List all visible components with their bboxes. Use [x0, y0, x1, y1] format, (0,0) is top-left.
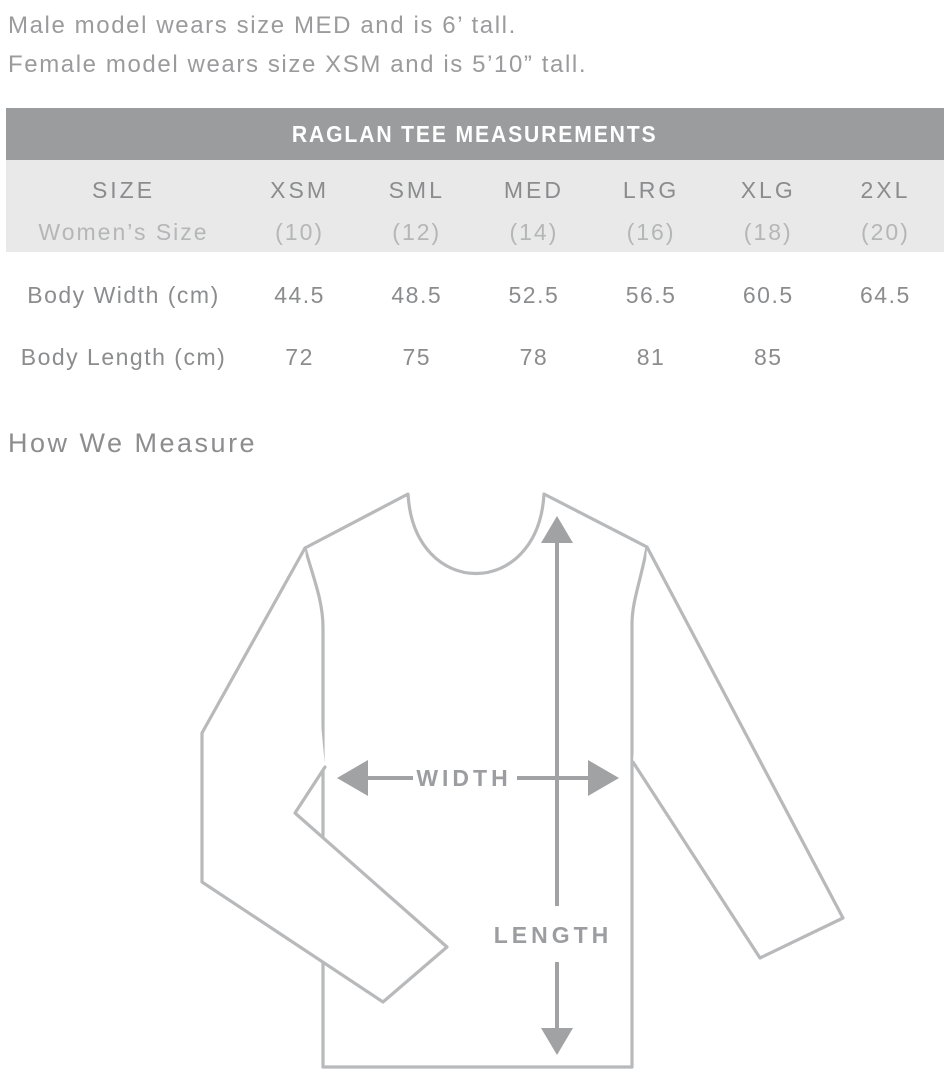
- body-width-lrg: 56.5: [625, 282, 677, 308]
- body-width-label: Body Width (cm): [27, 282, 220, 308]
- body-width-sml: 48.5: [391, 282, 443, 308]
- body-length-sml: 75: [402, 344, 432, 370]
- size-col-sml: SML: [388, 177, 445, 203]
- tee-right-sleeve: [633, 547, 843, 958]
- body-length-med: 78: [519, 344, 549, 370]
- size-col-lrg: LRG: [622, 177, 680, 203]
- body-length-label: Body Length (cm): [20, 344, 227, 370]
- womens-row-label: Women’s Size: [38, 219, 209, 245]
- womens-col-20: (20): [860, 219, 910, 245]
- size-row-label: SIZE: [91, 177, 156, 203]
- body-width-xsm: 44.5: [274, 282, 325, 308]
- womens-col-16: (16): [626, 219, 676, 245]
- female-model-note: Female model wears size XSM and is 5’10” tall.: [8, 51, 588, 78]
- body-length-xsm: 72: [285, 344, 314, 370]
- body-width-2xl: 64.5: [860, 282, 911, 308]
- womens-col-12: (12): [392, 219, 442, 245]
- womens-col-18: (18): [743, 219, 793, 245]
- size-col-xlg: XLG: [740, 177, 796, 203]
- size-col-xsm: XSM: [270, 177, 329, 203]
- body-length-2xl: 85: [753, 344, 783, 370]
- width-label: WIDTH: [416, 765, 512, 791]
- male-model-note: Male model wears size MED and is 6’ tall.: [8, 12, 517, 39]
- size-col-2xl: 2XL: [860, 177, 911, 203]
- body-length-lrg: 81: [636, 344, 666, 370]
- tee-outline: [202, 494, 843, 1067]
- table-title: RAGLAN TEE MEASUREMENTS: [292, 120, 658, 147]
- size-col-med: MED: [503, 177, 564, 203]
- how-we-measure-heading: How We Measure: [8, 428, 258, 458]
- body-width-med: 52.5: [508, 282, 560, 308]
- length-label: LENGTH: [493, 922, 613, 948]
- womens-col-10: (10): [275, 219, 325, 245]
- body-width-xlg: 60.5: [742, 282, 794, 308]
- womens-col-14: (14): [509, 219, 559, 245]
